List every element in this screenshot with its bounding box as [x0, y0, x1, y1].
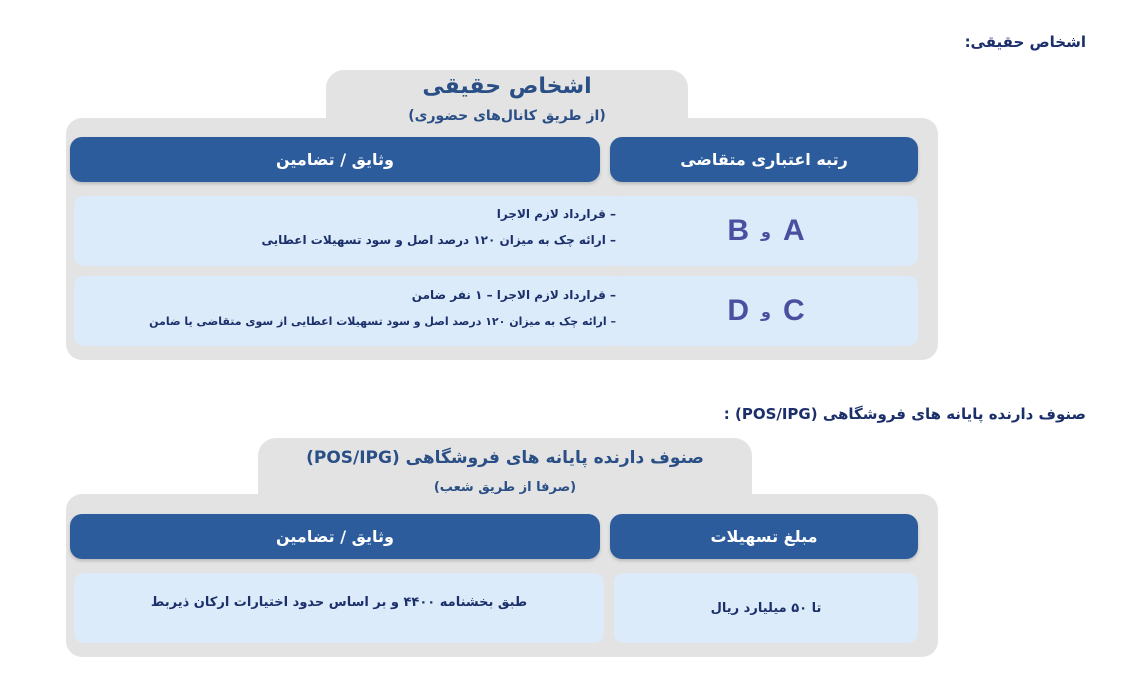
section2-tab-subtitle: (صرفا از طریق شعب) [433, 480, 577, 495]
column-header-credit-rank: رتبه اعتباری متقاضی [610, 137, 918, 182]
section2-tab-title: صنوف دارنده پایانه های فروشگاهی (POS/IPG) [306, 448, 704, 468]
section2-heading: صنوف دارنده پایانه های فروشگاهی (POS/IPG) : [723, 405, 1086, 423]
grade-b: B [727, 214, 750, 247]
column-header-collateral: وثایق / تضامین [70, 137, 600, 182]
rank-cell-a-b [614, 196, 918, 266]
rank-cell-c-d [614, 276, 918, 346]
grade-conjunction: و [761, 221, 771, 241]
collateral-line: – ارائه چک به میزان ۱۲۰ درصد اصل و سود تسهیلات اعطایی [261, 233, 616, 247]
collateral-line: – قرارداد لازم الاجرا – ۱ نفر ضامن [411, 288, 616, 302]
column-header-facility-amount: مبلغ تسهیلات [610, 514, 918, 559]
column-header-collateral: وثایق / تضامین [70, 514, 600, 559]
section1-heading: اشخاص حقیقی: [964, 33, 1086, 51]
collateral-line: – ارائه چک به میزان ۱۲۰ درصد اصل و سود تسهیلات اعطایی از سوی متقاضی یا ضامن [149, 315, 616, 328]
collateral-cell-pos [74, 573, 604, 643]
section2-title-tab [258, 438, 752, 508]
section1-title-tab [326, 70, 688, 132]
collateral-line: – قرارداد لازم الاجرا [496, 207, 616, 221]
section1-tab-subtitle: (از طریق کانال‌های حضوری) [408, 108, 606, 124]
grade-a: A [782, 214, 805, 247]
collateral-text: طبق بخشنامه ۴۴۰۰ و بر اساس حدود اختیارات ارکان ذیربط [150, 595, 528, 610]
section1-tab-title: اشخاص حقیقی [422, 74, 592, 99]
collateral-cell-row1 [74, 196, 628, 266]
collateral-cell-row2 [74, 276, 628, 346]
grade-d: D [727, 294, 750, 327]
grade-conjunction: و [761, 301, 771, 321]
grade-c: C [782, 294, 805, 327]
facility-amount-cell: تا ۵۰ میلیارد ریال [614, 573, 918, 643]
